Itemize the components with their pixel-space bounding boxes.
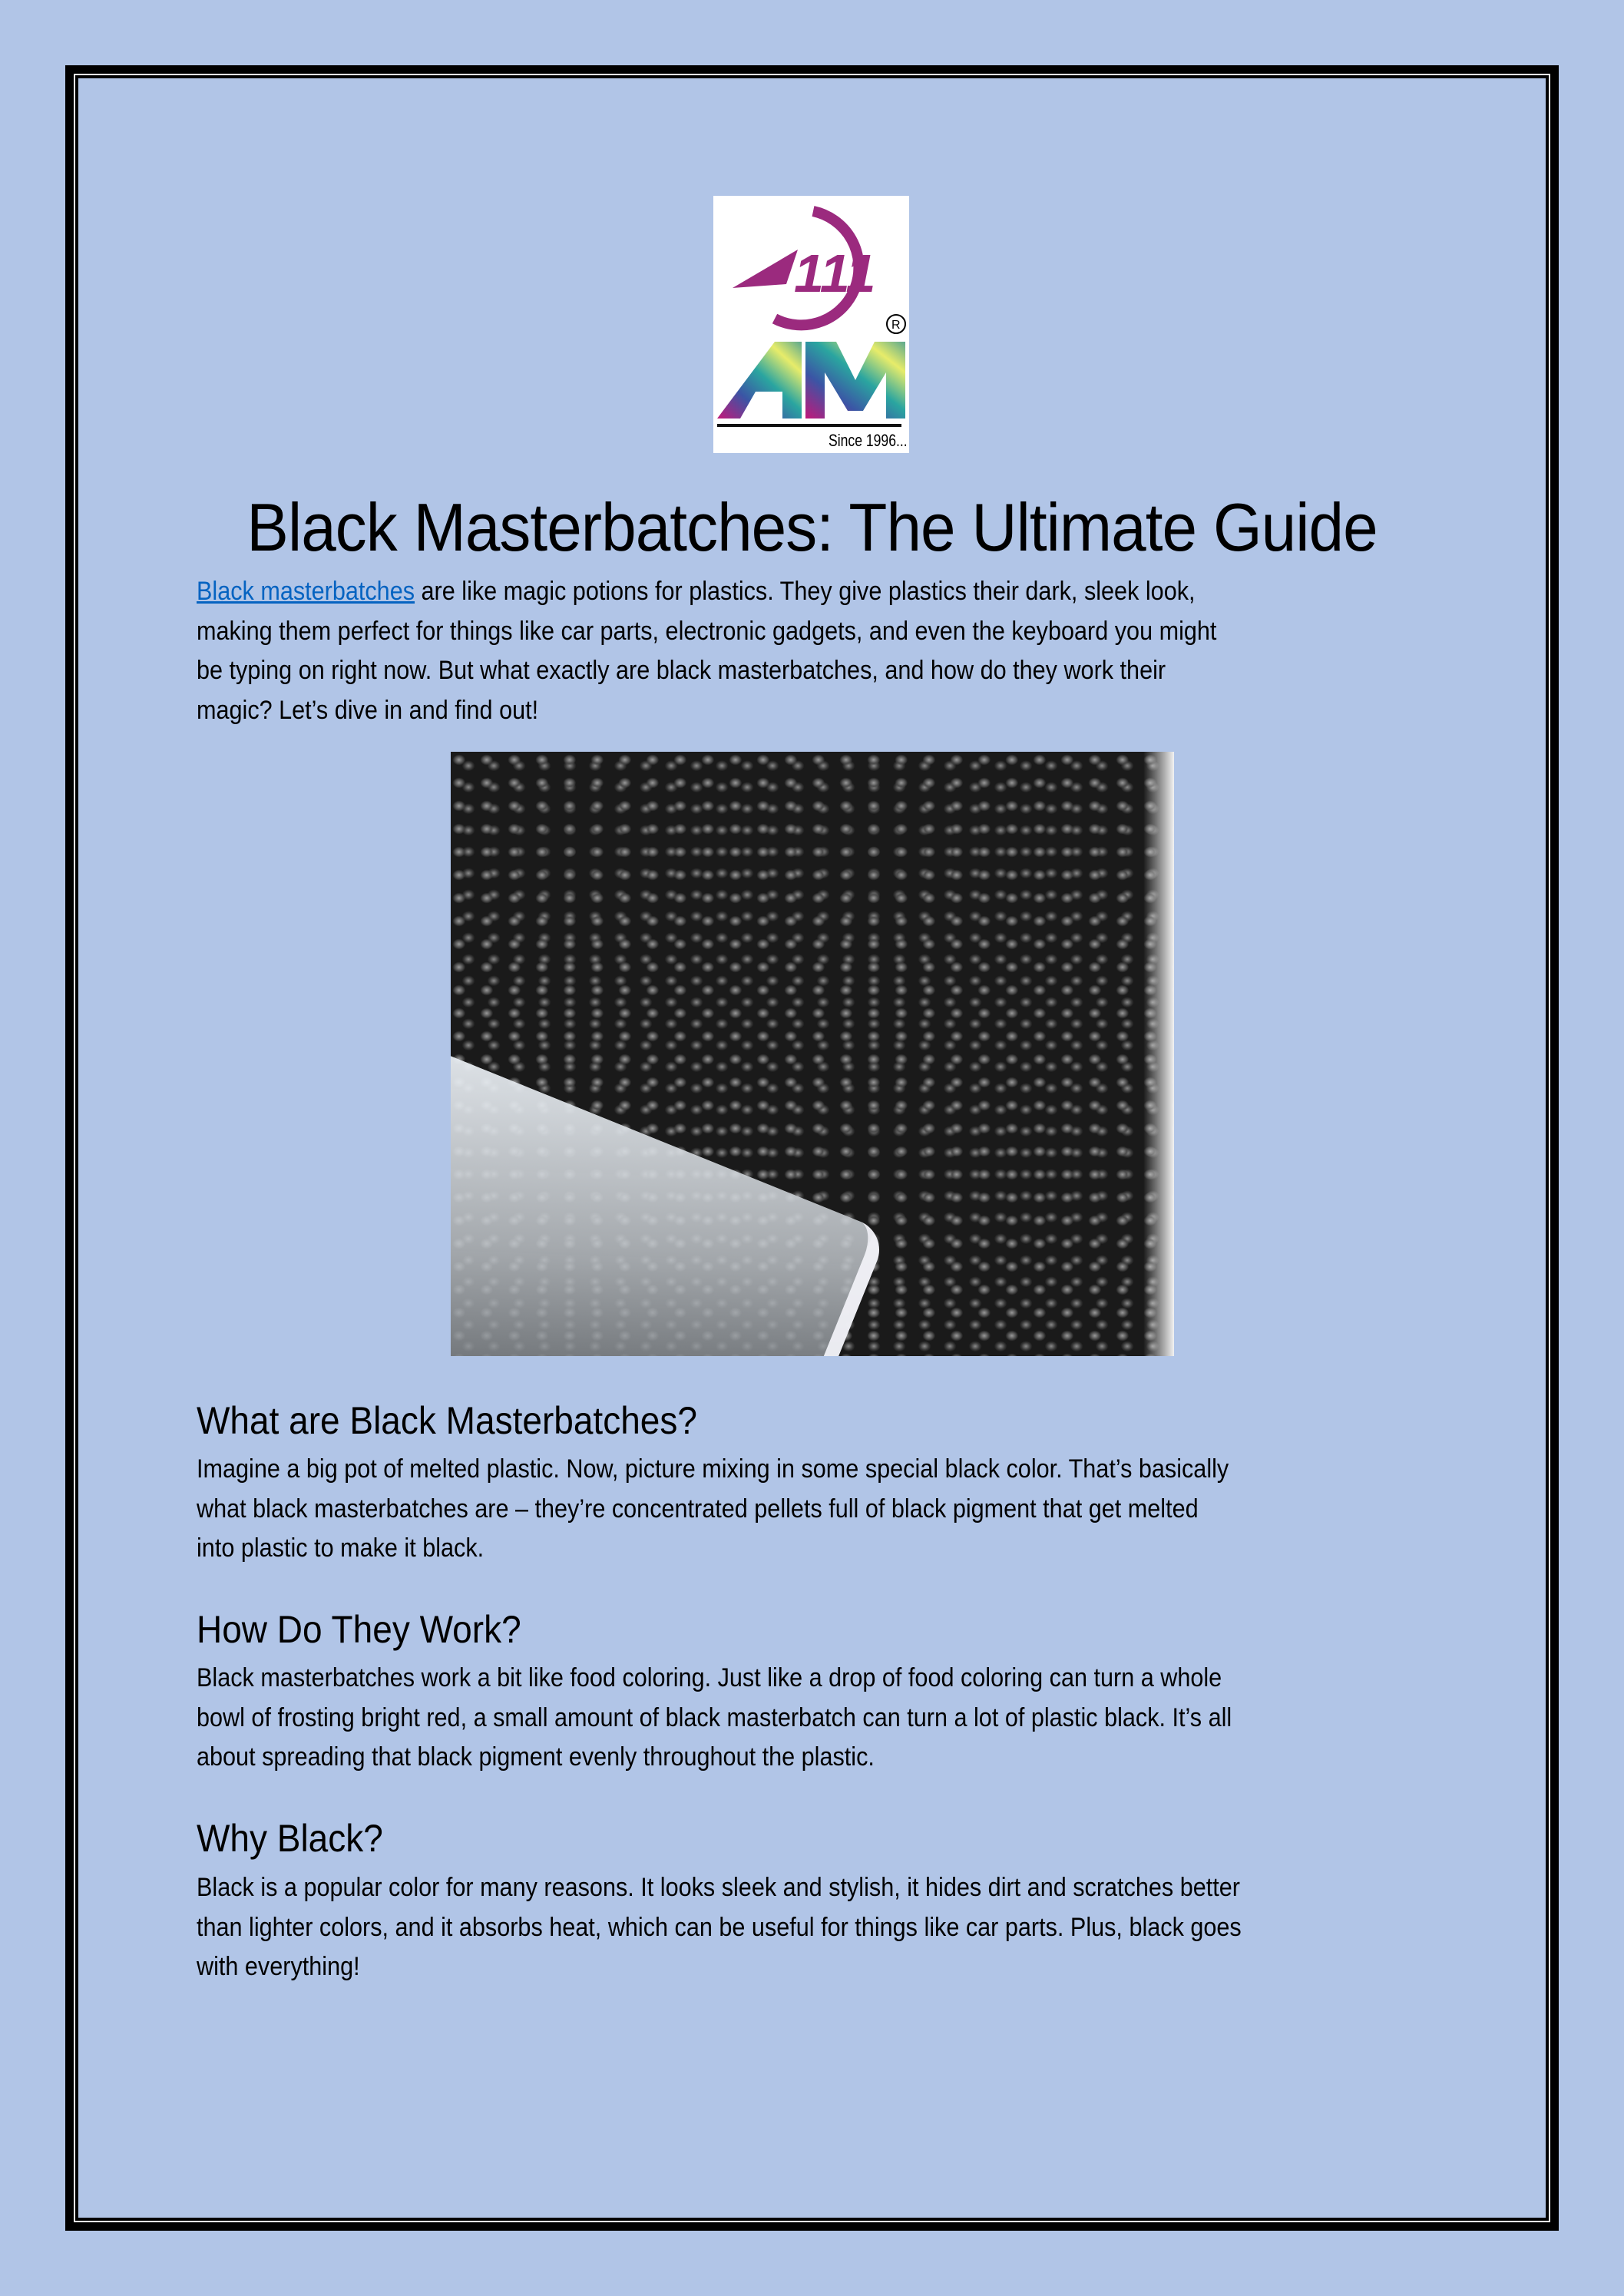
text-line: into plastic to make it black.: [197, 1533, 485, 1563]
section-paragraph: [197, 1450, 1344, 1569]
section-paragraph: [197, 1868, 1358, 1987]
section-heading: How Do They Work?: [197, 1608, 521, 1651]
section-paragraph: [197, 1659, 1347, 1778]
text-line: magic? Let’s dive in and find out!: [197, 695, 539, 725]
text-line: what black masterbatches are – they’re concentrated pellets full of black pigment that get melted: [197, 1494, 1199, 1523]
text-line: are like magic potions for plastics. They give plastics their dark, sleek look,: [415, 577, 1196, 606]
text-line: be typing on right now. But what exactly are black masterbatches, and how do they work their: [197, 656, 1166, 685]
company-logo: [713, 196, 909, 453]
text-line: making them perfect for things like car parts, electronic gadgets, and even the keyboard you might: [197, 616, 1217, 646]
text-line: with everything!: [197, 1952, 360, 1981]
page-title: Black Masterbatches: The Ultimate Guide: [246, 489, 1378, 565]
section-heading: What are Black Masterbatches?: [197, 1399, 697, 1442]
text-line: bowl of frosting bright red, a small amount of black masterbatch can turn a lot of plastic black. It’s all: [197, 1702, 1232, 1732]
text-line: about spreading that black pigment evenly throughout the plastic.: [197, 1742, 875, 1772]
svg-text:R: R: [891, 319, 901, 332]
intro-paragraph: [197, 572, 1330, 730]
photo-edge: [1143, 752, 1174, 1356]
text-line: Black masterbatches work a bit like food coloring. Just like a drop of food coloring can turn a whole: [197, 1663, 1222, 1692]
black-pellets-photo: [451, 752, 1174, 1356]
logo-tagline: Since 1996...: [829, 432, 908, 451]
text-line: than lighter colors, and it absorbs heat, which can be useful for things like car parts. Plus, black goes: [197, 1912, 1242, 1942]
text-line: Black is a popular color for many reasons. It looks sleek and stylish, it hides dirt and scratches better: [197, 1873, 1240, 1902]
black-masterbatches-link[interactable]: Black masterbatches: [197, 577, 415, 606]
text-line: Imagine a big pot of melted plastic. Now, picture mixing in some special black color. That’s basically: [197, 1454, 1229, 1484]
svg-text:111: 111: [794, 243, 876, 303]
glass-jar: [451, 1044, 888, 1356]
section-heading: Why Black?: [197, 1817, 383, 1860]
